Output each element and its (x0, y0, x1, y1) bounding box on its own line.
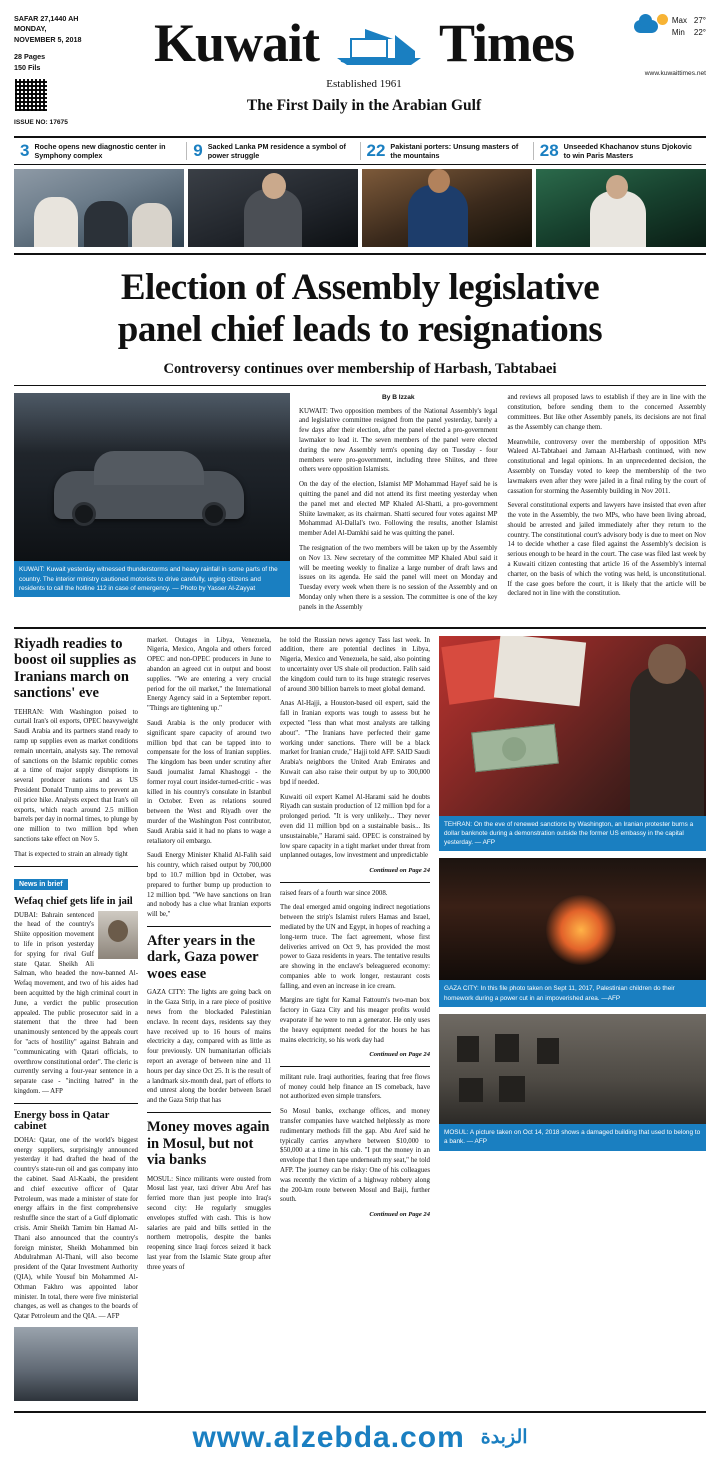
gaza-headline: After years in the dark, Gaza power woes ease (147, 932, 259, 982)
lead-column-2 (508, 393, 707, 617)
paragraph: GAZA CITY: The lights are going back on in the Gaza Strip, in a rare piece of positive news from the blockaded Palestinian enclave. In recent days, residents say they have received up to 16 hours of mains electricity a day, compared with as little as four previously. UN humanitarian officials report an average of between nine and 11 hours per day since Oct 25. It is the result of a landmark six-month deal, part of efforts to end unrest along the border between Israel and the Gaza Strip that has (147, 989, 271, 1105)
paragraph: The deal emerged amid ongoing indirect negotiations between the strip's Islamist rulers Hamas and Israel, mediated by the UN and Egypt, in hopes of reaching a long-term truce. The fact agreement, whose first deliveries arrived on Oct 9, has provided the most power to Gaza residents in years. The tentative results are showing in the enclave's beleaguered economy: companies able to work longer, restaurant costs falling, and even an increase in ice cream. (280, 904, 430, 990)
riyadh-story-col1 (14, 636, 138, 1401)
index-item-1[interactable] (14, 142, 187, 161)
paragraph: market. Outages in Libya, Venezuela, Nigeria, Mexico, Angola and others forced OPEC and non-OPEC producers in June to abandon an agreed cut in output and boost supplies. "We are entering a very crucial period for the oil market," the International Energy Agency said in a September report. "Things are tightening up." (147, 636, 271, 713)
lead-photo (14, 393, 290, 561)
masthead-right-info (602, 14, 706, 77)
bottom-advert-banner[interactable] (14, 1411, 706, 1469)
weather-values (672, 15, 706, 39)
weather-min-label: Min (671, 28, 685, 37)
index-page-number: 3 (20, 140, 30, 160)
teaser-photo-3 (362, 169, 532, 247)
established-line: Established 1961 (326, 77, 402, 90)
teaser-photo-4 (536, 169, 706, 247)
paragraph: Saudi Energy Minister Khalid Al-Falih said his country, which raised output by 700,000 bpd to 10.7 million bpd in October, was prepared to further bump up production to 12 million bpd. "We have sanctions on Iran and nobody has a clue what Iranian exports will be," (147, 852, 271, 919)
headline-line-1: Election of Assembly legislative (120, 267, 600, 309)
paragraph: So Mosul banks, exchange offices, and money transfer companies have watched helplessly as more rudimentary methods fill the gap. Abu Aref said he typically carries anywhere between $10,000 to $50,000 at a time in his cab. "I put the money in an envelope that I then tape underneath my seat," he told AFP. The journey can be risky: One of his colleagues was recently the victim of a highway robbery along the 200-km route between Mosul and Baiji, further south. (280, 1108, 430, 1204)
title-word-times: Times (439, 13, 575, 73)
divider (14, 253, 706, 255)
title-word-kuwait: Kuwait (153, 13, 319, 73)
teaser-photo-row (14, 169, 706, 247)
headline-line-2: panel chief leads to resignations (117, 308, 603, 350)
issue-number: ISSUE NO: 17675 (14, 119, 68, 127)
newspaper-title (126, 13, 602, 76)
lead-photo-caption: KUWAIT: Kuwait yesterday witnessed thunderstorms and heavy rainfall in some parts of the country. The interior ministry cautioned motorists to drive carefully, urging citizens and residents to call the hotline 112 in case of emergency. — Photo by Yasser Al-Zayyat (14, 561, 290, 597)
divider (14, 385, 706, 386)
paragraph: DOHA: Qatar, one of the world's biggest energy suppliers, surprisingly announced yesterday it had drafted the head of the country's state-run oil and gas company into the cabinet. Saad Al-Kaabi, the president and chief executive officer of Qatar Petroleum, was made a minister of state for energy affairs in the first comprehensive reshuffle since the start of a Gulf diplomatic crisis. Amir Sheikh Tamim bin Hamad Al-Thani also announced that the country's foreign minister, Sheikh Mohammed bin Abdulrahman Al-Thani, will also become president of the Qatar Investment Authority (QIA), while Yousuf bin Mohammed Al-Othman Fakhro was appointed labor minister. In total, there were five ministerial changes, as well as changes to the boards of Qatar Petroleum and the QIA. — AFP (14, 1136, 138, 1321)
continued-line[interactable]: Continued on Page 24 (369, 1211, 430, 1219)
paragraph: Saudi Arabia is the only producer with significant spare capacity of around two million bpd that can be tapped into to compensate for the loss of Iranian supplies. The kingdom has been under scrutiny after Saudi journalist Jamal Khashoggi - the former royal court insider-turned-critic - was killed in his country's consulate in Istanbul in October. Even as relations soured between the West and Riyadh over the murder of the Washington Post contributor, Saudi Arabia said it had no plans to wage a retaliatory oil embargo. (147, 720, 271, 845)
weekday: MONDAY, (14, 24, 47, 34)
tagline: The First Daily in the Arabian Gulf (246, 96, 482, 114)
masthead (14, 0, 706, 128)
gregorian-date: NOVEMBER 5, 2018 (14, 34, 82, 44)
paragraph: The resignation of the two members will be taken up by the Assembly on Nov 13. New secretary of the committee MP Khaled Abul said it will be meeting weekly to finalize a large number of draft laws and issues on its agenda. He said the panel will meet on Monday and Tuesday every week when there is no session of the Assembly and on Monday only when there is a session. The committee is one of the key panels in the Assembly (299, 545, 498, 611)
iran-photo-caption: TEHRAN: On the eve of renewed sanctions by Washington, an Iranian protester burns a dollar banknote during a demonstration outside the former US embassy in the capital yesterday. — AFP (439, 816, 706, 852)
page-count: 28 Pages (14, 52, 46, 62)
mosul-photo-caption: MOSUL: A picture taken on Oct 14, 2018 shows a damaged building that used to belong to a bank. — AFP (439, 1124, 706, 1151)
ship-logo-icon (331, 22, 427, 76)
gaza-photo (439, 858, 706, 980)
paragraph: and reviews all proposed laws to establish if they are in line with the constitution, before sending them to the concerned Assembly committees. But like other Assembly panels, its decisions are not final as the Assembly can change them. (507, 394, 706, 431)
paragraph: That is expected to strain an already tight (14, 850, 128, 858)
lead-story (14, 393, 706, 617)
riyadh-story-col2 (147, 636, 271, 1401)
lead-column-1 (299, 393, 498, 617)
mosul-headline: Money moves again in Mosul, but not via banks (147, 1119, 270, 1169)
index-headline: Pakistani porters: Unsung masters of the mountains (390, 141, 519, 161)
page-title (14, 267, 706, 350)
byline: By B Izzak (381, 394, 415, 402)
brief-title-1[interactable]: Wefaq chief gets life in jail (14, 895, 133, 907)
mosul-photo (439, 1014, 706, 1124)
paragraph: Meanwhile, controversy over the membership of opposition MPs Waleed Al-Tabtabaei and Jamaan Al-Harbash continued, with new constitutional and legal opinions. In an unprecedented decision, the Assembly on Tuesday voted to keep the membership of the two lawmakers even after they were jailed in a final ruling by the court of cassation for storming the Assembly building in Nov 2011. (507, 438, 706, 495)
weather-min-value: 22° (693, 28, 706, 37)
qatar-photo (14, 1327, 138, 1401)
brief-title-2[interactable]: Energy boss in Qatar cabinet (14, 1109, 110, 1132)
mid-section (14, 627, 706, 1401)
divider (14, 866, 138, 867)
paragraph: KUWAIT: Two opposition members of the National Assembly's legal and legislative committee resigned from the panel yesterday, barely a few days after their election, after the panel elected a pro-government lawmaker to lead it. The seven members of the panel were elected during the new Assembly term's opening day on Tuesday - four members were pro-government, including three Shiites, and three others were opposition Islamists. (299, 407, 498, 474)
weather-widget (602, 14, 706, 40)
index-headline: Sacked Lanka PM residence a symbol of power struggle (207, 141, 346, 161)
car-shape (54, 471, 244, 519)
paragraph: raised fears of a fourth war since 2008. (280, 889, 388, 897)
index-item-2[interactable] (187, 142, 360, 161)
lead-text-columns (299, 393, 706, 617)
paragraph: Anas Al-Hajji, a Houston-based oil expert, said the fall in Iranian exports was tough to assess but he expected "less than what most analysts are talking about". "The Iranians have perfected their game working under sanctions. There will be a black market for Iranian crude," Hajji told AFP. SAID Saudi Arabia's neighbors the United Arab Emirates and Kuwait can also raise their output by up to 300,000 bpd if needed. (280, 700, 430, 786)
website-url[interactable]: www.kuwaittimes.net (644, 70, 706, 77)
photo-column (439, 636, 706, 1401)
gaza-photo-caption: GAZA CITY: In this file photo taken on Sept 11, 2017, Palestinian children do their homework during a power cut in an impoverished area. —AFP (439, 980, 706, 1007)
paragraph: he told the Russian news agency Tass last week. In addition, there are potential declines in Libya, Nigeria, Mexico and Venezuela, he said, also pointing to uncertainty over US shale oil production. Falih said the kingdom could turn to its huge strategic reserves of around 300 billion barrels to meet global demand. (280, 636, 430, 693)
divider (280, 1066, 430, 1067)
banner-arabic-logo: الزبدة (480, 1427, 528, 1449)
iran-protest-photo (439, 636, 706, 816)
paragraph: MOSUL: Since militants were ousted from Mosul last year, taxi driver Abu Aref has ferried more than just people into Iraq's second city: He regularly smuggles envelopes stuffed with cash. This is how salaries are paid and bills settled in the northern metropolis, despite the banks reopening since Iraqi forces seized it back last year from the Islamic State group after three years of (147, 1175, 271, 1271)
hijri-date: SAFAR 27,1440 AH (14, 14, 79, 23)
masthead-title-block (126, 14, 602, 115)
qr-code-icon (14, 78, 48, 112)
sun-cloud-icon (634, 14, 668, 40)
banner-url[interactable]: www.alzebda.com (192, 1420, 465, 1454)
index-strip (14, 136, 706, 166)
paragraph: Kuwaiti oil expert Kamel Al-Harami said he doubts Riyadh can sustain production of 12 million bpd for a prolonged period. "It is very unlikely... They never even did 11 million bpd on a sustainable basis... Its unsustainable," Harami said. OPEC is constrained by low spare capacity in a tight market under threat from unplanned outages, low investment and unpredictable (280, 793, 430, 860)
paragraph: militant rule. Iraqi authorities, fearing that free flows of money could help finance an IS comeback, have not authorized even simple transfers. (280, 1073, 430, 1101)
masthead-left-info (14, 14, 126, 128)
paragraph: On the day of the election, Islamist MP Mohammad Hayef said he is quitting the panel and did not attend its first meeting yesterday when the panel met and elected MP Khaled Al-Shatti, a pro-government Shiite lawmaker, as its chairman. Shatti secured four votes against MP Mohammad Al-Dallal's two. Following the results, another Islamist member Adel Al-Damkhi said he was quitting the panel. (299, 481, 498, 538)
teaser-photo-1 (14, 169, 184, 247)
continued-line[interactable]: Continued on Page 24 (369, 1051, 430, 1059)
index-page-number: 28 (539, 140, 559, 160)
divider (147, 926, 271, 927)
riyadh-story-col3 (280, 636, 430, 1401)
news-in-brief-label: News in brief (14, 879, 68, 890)
subheadline: Controversy continues over membership of Harbash, Tabtabaei (163, 361, 557, 378)
paragraph: TEHRAN: With Washington poised to curtail Iran's oil exports, OPEC heavyweight Saudi Arabia and its partners stand ready to ramp up supplies even as market conditions remain uncertain, analysts say. The removal of sanctions on the Islamic republic comes at a time of major supply disruptions in several producer nations and as US President Donald Trump aims to prevent an oil price hike. Analysts expect that Iran's oil exports, which reach around 2.5 million barrels per day in normal times, to plunge by one million to two million bpd when sanctions take effect on Nov 5. (14, 708, 138, 844)
divider (147, 1112, 271, 1113)
weather-max-value: 27° (693, 16, 706, 25)
paragraph: Margins are tight for Kamal Fattoum's two-man box factory in Gaza City and his meager profits would evaporate if he were to run a generator. He only uses the heavy equipment needed for the hours he has mains electricity, so his work day had (280, 997, 430, 1044)
index-headline: Roche opens new diagnostic center in Symphony complex (34, 141, 166, 161)
index-headline: Unseeded Khachanov stuns Djokovic to win Paris Masters (563, 141, 692, 161)
divider (280, 882, 430, 883)
index-item-3[interactable] (361, 142, 534, 161)
continued-line[interactable]: Continued on Page 24 (369, 867, 430, 875)
index-page-number: 9 (193, 140, 203, 160)
riyadh-headline: Riyadh readies to boost oil supplies as Iranians march on sanctions' eve (14, 635, 137, 702)
weather-max-label: Max (671, 16, 688, 25)
paragraph: Several constitutional experts and lawyers have insisted that even after the vote in the Assembly, the two MPs, who have been living abroad, should be arrested and jailed immediately after they return to the country. The constitutional court's advisory body is due to meet on Nov 14 to decide whether a case filed against the Assembly's decision is serious enough to be heard in the court. The case was filed last week by a Kuwaiti citizen contesting that article 16 of the Assembly's internal charter, on the basis of which the voting was held, is unconstitutional. If the case goes before the court, it is likely that the article will be declared not in line with the constitution. (507, 502, 706, 598)
index-page-number: 22 (366, 140, 386, 160)
portrait-photo (98, 911, 138, 959)
divider (14, 1103, 138, 1104)
index-item-4[interactable] (534, 142, 706, 161)
paragraph: DUBAI: Bahrain sentenced the head of the country's Shiite opposition movement to life in prison yesterday for spying for rival Gulf state Qatar. Sheikh Ali Salman, who headed the now-banned Al-Wefaq movement, and two of his aides had been acquitted by the high criminal court in June, a verdict the public prosecution appealed. The public prosecutor said in a statement that the three had been unanimously sentenced by the appeals court for "acts of hostility" against Bahrain and "communicating with Qatari officials, to overthrow constitutional order". The cleric is currently serving a four-year sentence in a separate case - "inciting hatred" in the kingdom. — AFP (14, 911, 139, 1095)
teaser-photo-2 (188, 169, 358, 247)
price: 150 Fils (14, 62, 41, 72)
lead-photo-block (14, 393, 290, 617)
